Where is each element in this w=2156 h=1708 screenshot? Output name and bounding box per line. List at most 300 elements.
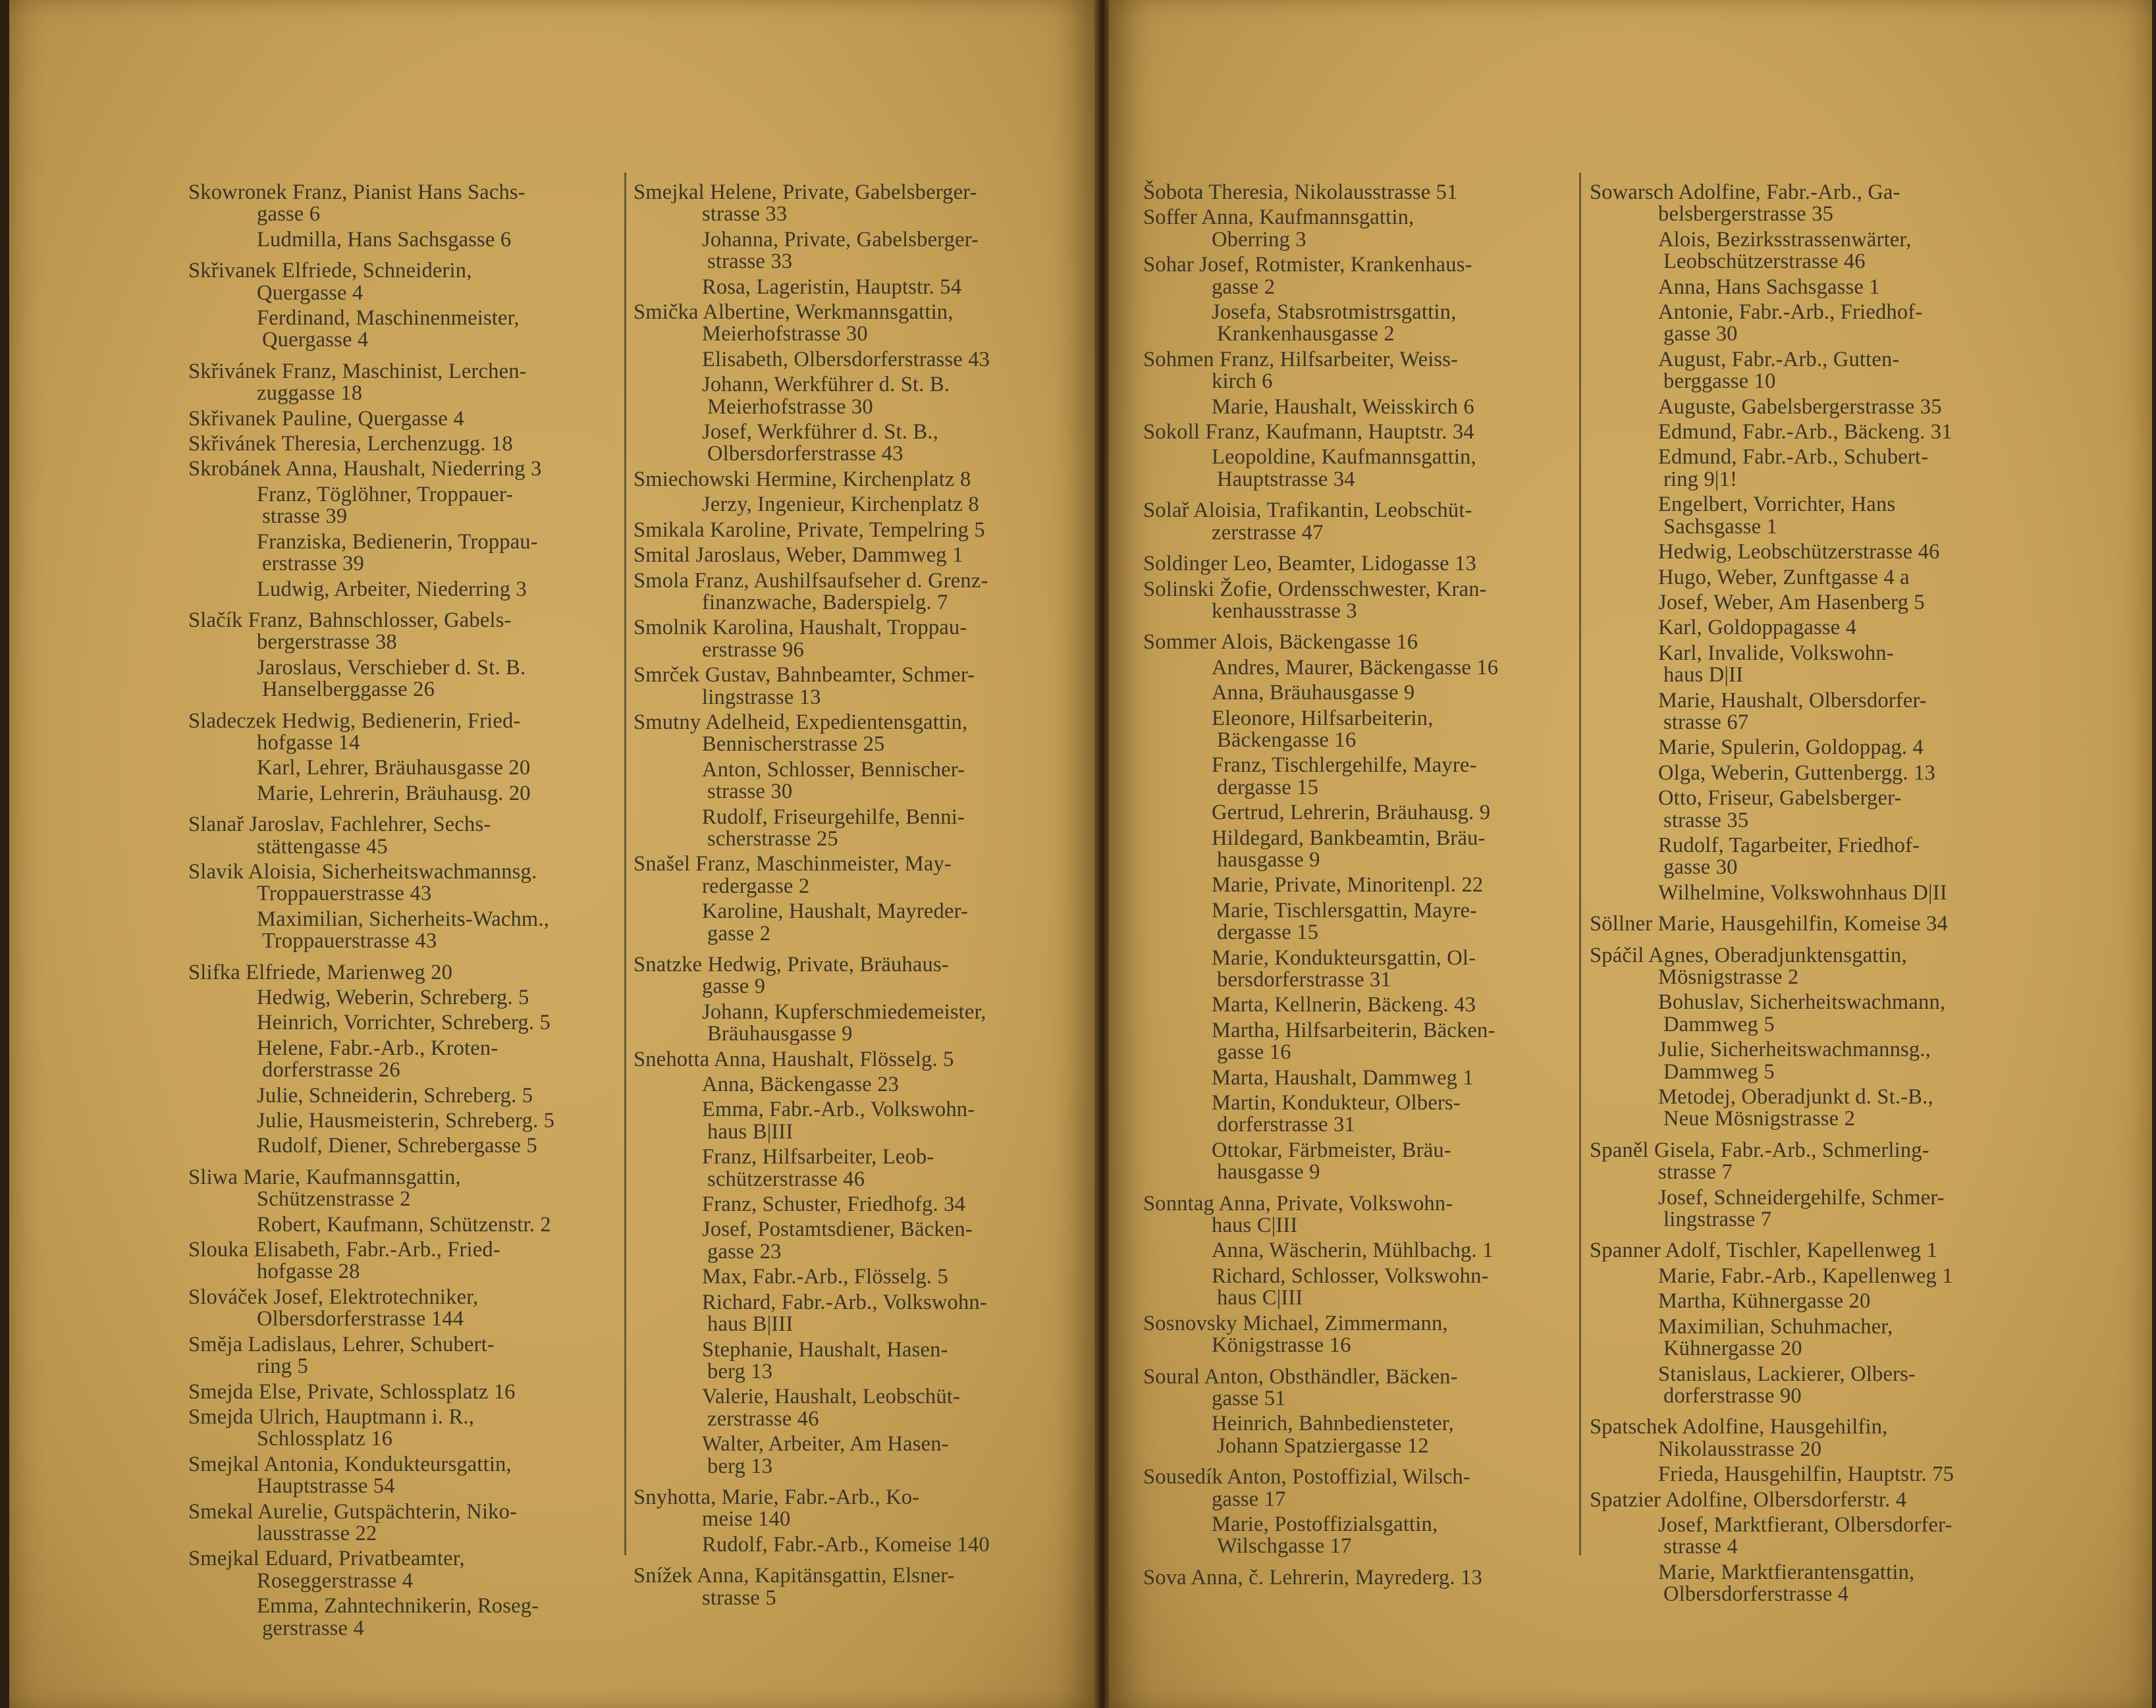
- entry-line: Söllner Marie, Hausgehilfin, Komeise 34: [1590, 912, 1948, 936]
- directory-entry: [633, 421, 1068, 466]
- entry-line: Anna, Bräuhausgasse 9: [1212, 681, 1415, 705]
- directory-entry: [633, 712, 1068, 756]
- entry-continuation-line: berg 13: [707, 1359, 773, 1383]
- entry-continuation-line: gasse 16: [1217, 1040, 1291, 1065]
- entry-line: Karl, Lehrer, Bräuhausgasse 20: [257, 756, 531, 780]
- entry-continuation-line: Dammweg 5: [1663, 1012, 1775, 1036]
- entry-line: Slifka Elfriede, Marienweg 20: [188, 960, 453, 984]
- entry-line: Solař Aloisia, Trafikantin, Leobschüt-: [1143, 498, 1472, 523]
- entry-line: Franz, Hilfsarbeiter, Leob-: [702, 1145, 934, 1169]
- entry-line: Slačík Franz, Bahnschlosser, Gabels-: [188, 608, 512, 632]
- entry-line: Johanna, Private, Gabelsberger-: [702, 227, 979, 252]
- entry-continuation-line: strasse 33: [702, 202, 788, 227]
- directory-entry: [1590, 835, 2024, 879]
- entry-continuation-line: Meierhofstrasse 30: [707, 394, 873, 419]
- entry-continuation-line: Kühnergasse 20: [1663, 1337, 1802, 1361]
- directory-entry: [1590, 1266, 2024, 1287]
- directory-entry: [1590, 690, 2024, 734]
- entry-line: Snížek Anna, Kapitänsgattin, Elsner-: [633, 1564, 955, 1588]
- directory-entry: [1143, 1266, 1578, 1310]
- entry-continuation-line: gasse 2: [707, 921, 771, 946]
- entry-line: Smejda Else, Private, Schlossplatz 16: [188, 1379, 516, 1404]
- entry-continuation-line: haus B|III: [707, 1119, 794, 1144]
- directory-entry: [1590, 992, 2024, 1036]
- entry-continuation-line: Krankenhausgasse 2: [1217, 322, 1395, 346]
- entry-continuation-line: Hauptstrasse 34: [1217, 467, 1355, 491]
- entry-line: Josef, Marktfierant, Olbersdorfer-: [1658, 1512, 1953, 1537]
- directory-entry: [188, 657, 623, 701]
- directory-entry: [188, 1454, 623, 1498]
- entry-continuation-line: bersdorferstrasse 31: [1217, 968, 1391, 992]
- directory-entry: [1590, 396, 2024, 418]
- directory-entry: [633, 1194, 1068, 1215]
- directory-entry: [188, 861, 623, 905]
- entry-line: Josef, Postamtsdiener, Bäcken-: [702, 1217, 973, 1242]
- directory-entry: [1590, 787, 2024, 832]
- entry-line: Olga, Weberin, Guttenbergg. 13: [1658, 761, 1935, 785]
- entry-continuation-line: haus D|II: [1663, 663, 1744, 687]
- directory-entry: [1143, 349, 1578, 393]
- entry-line: Marie, Haushalt, Weisskirch 6: [1212, 394, 1474, 419]
- entry-line: Sova Anna, č. Lehrerin, Mayrederg. 13: [1143, 1565, 1482, 1589]
- entry-line: Smital Jaroslaus, Weber, Dammweg 1: [633, 543, 963, 568]
- entry-continuation-line: Schützenstrasse 2: [257, 1187, 411, 1212]
- directory-entry: [1143, 682, 1578, 704]
- entry-continuation-line: Troppauerstrasse 43: [257, 882, 432, 906]
- entry-line: Sladeczek Hedwig, Bedienerin, Fried-: [188, 708, 521, 733]
- directory-entry: [1590, 762, 2024, 784]
- entry-line: Marta, Kellnerin, Bäckeng. 43: [1212, 993, 1476, 1017]
- directory-entry: [1143, 446, 1578, 491]
- entry-line: Marie, Postoffizialsgattin,: [1212, 1512, 1438, 1536]
- entry-line: Franz, Schuster, Friedhofg. 34: [702, 1192, 966, 1217]
- directory-entry: [1590, 592, 2024, 614]
- directory-entry: [1143, 1240, 1578, 1262]
- directory-entry: [1590, 1562, 2024, 1606]
- entry-line: Skrobánek Anna, Haushalt, Niederring 3: [188, 457, 542, 481]
- directory-entry: [1143, 755, 1578, 799]
- directory-entry: [633, 1049, 1068, 1071]
- directory-entry: [1143, 1020, 1578, 1064]
- entry-continuation-line: strasse 67: [1663, 710, 1749, 734]
- directory-entry: [1590, 945, 2024, 989]
- entry-continuation-line: dergasse 15: [1217, 921, 1319, 945]
- directory-entry: [1143, 1067, 1578, 1089]
- entry-continuation-line: Wilschgasse 17: [1217, 1534, 1352, 1559]
- entry-line: Emma, Fabr.-Arb., Volkswohn-: [702, 1098, 975, 1122]
- directory-entry: [1590, 737, 2024, 759]
- entry-continuation-line: Königstrasse 16: [1212, 1333, 1351, 1358]
- entry-line: Soural Anton, Obsthändler, Bäcken-: [1143, 1364, 1458, 1389]
- entry-continuation-line: erstrasse 39: [262, 552, 364, 576]
- entry-line: Anna, Hans Sachsgasse 1: [1658, 275, 1880, 299]
- directory-entry: [633, 807, 1068, 851]
- entry-continuation-line: gasse 51: [1212, 1386, 1286, 1410]
- entry-continuation-line: lingstrasse 13: [702, 685, 821, 709]
- entry-line: Marie, Spulerin, Goldoppag. 4: [1658, 735, 1924, 760]
- directory-entry: [188, 909, 623, 953]
- directory-entry: [633, 1339, 1068, 1383]
- entry-line: Josef, Schneidergehilfe, Schmer-: [1658, 1185, 1945, 1210]
- directory-entry: [1143, 207, 1578, 251]
- directory-entry: [633, 302, 1068, 346]
- entry-line: August, Fabr.-Arb., Gutten-: [1658, 347, 1900, 371]
- entry-line: Karl, Invalide, Volkswohn-: [1658, 641, 1894, 665]
- directory-entry: [633, 1074, 1068, 1096]
- entry-line: Sohmen Franz, Hilfsarbeiter, Weiss-: [1143, 347, 1459, 371]
- entry-line: Spatschek Adolfine, Hausgehilfin,: [1590, 1415, 1888, 1439]
- entry-line: Hedwig, Weberin, Schreberg. 5: [257, 986, 529, 1009]
- entry-continuation-line: kenhausstrasse 3: [1212, 599, 1357, 623]
- directory-entry: [1143, 302, 1578, 346]
- entry-line: Stephanie, Haushalt, Hasen-: [702, 1337, 948, 1362]
- entry-line: Sommer Alois, Bäckengasse 16: [1143, 630, 1418, 654]
- directory-entry: [188, 579, 623, 600]
- directory-entry: [188, 229, 623, 251]
- entry-line: Anton, Schlosser, Bennischer-: [702, 757, 965, 782]
- directory-entry: [1590, 1514, 2024, 1559]
- entry-line: Slanař Jaroslav, Fachlehrer, Sechs-: [188, 813, 491, 837]
- entry-line: Slováček Josef, Elektrotechniker,: [188, 1285, 479, 1309]
- entry-line: Bohuslav, Sicherheitswachmann,: [1658, 990, 1946, 1015]
- entry-continuation-line: dergasse 15: [1217, 775, 1319, 799]
- entry-line: Ludmilla, Hans Sachsgasse 6: [257, 227, 512, 252]
- entry-continuation-line: erstrasse 96: [702, 637, 804, 662]
- entry-line: Ludwig, Arbeiter, Niederring 3: [257, 577, 527, 601]
- directory-entry: [1590, 1240, 2024, 1262]
- entry-continuation-line: gasse 30: [1663, 855, 1738, 880]
- entry-line: Smrček Gustav, Bahnbeamter, Schmer-: [633, 663, 975, 687]
- entry-line: Julie, Schneiderin, Schreberg. 5: [257, 1083, 533, 1108]
- directory-column-4: [1590, 173, 2024, 1609]
- entry-line: Leopoldine, Kaufmannsgattin,: [1212, 445, 1476, 469]
- entry-line: Engelbert, Vorrichter, Hans: [1658, 493, 1896, 517]
- entry-line: Skřivanek Elfriede, Schneiderin,: [188, 259, 472, 283]
- entry-continuation-line: ring 9|1!: [1663, 467, 1738, 491]
- entry-continuation-line: scherstrasse 25: [707, 826, 838, 851]
- entry-line: Richard, Schlosser, Volkswohn-: [1212, 1264, 1489, 1288]
- directory-entry: [1590, 1086, 2024, 1131]
- entry-line: Jaroslaus, Verschieber d. St. B.: [257, 655, 526, 680]
- entry-continuation-line: gerstrasse 4: [262, 1616, 364, 1640]
- entry-line: Skřivánek Franz, Maschinist, Lerchen-: [188, 359, 527, 383]
- entry-line: Franz, Tischlergehilfe, Mayre-: [1212, 753, 1477, 778]
- directory-entry: [188, 1548, 623, 1592]
- entry-line: Walter, Arbeiter, Am Hasen-: [702, 1432, 949, 1456]
- entry-continuation-line: Nikolausstrasse 20: [1658, 1437, 1822, 1461]
- entry-line: Valerie, Haushalt, Leobschüt-: [702, 1385, 961, 1409]
- entry-continuation-line: Olbersdorferstrasse 43: [707, 442, 903, 466]
- directory-entry: [633, 1386, 1068, 1430]
- entry-continuation-line: Hanselberggasse 26: [262, 678, 435, 702]
- entry-continuation-line: Bräuhausgasse 9: [707, 1022, 853, 1046]
- directory-entry: [633, 1565, 1068, 1609]
- entry-continuation-line: berg 13: [707, 1454, 773, 1478]
- entry-line: Rudolf, Friseurgehilfe, Benni-: [702, 805, 965, 829]
- entry-line: Gertrud, Lehrerin, Bräuhausg. 9: [1212, 801, 1491, 825]
- entry-line: Franziska, Bedienerin, Troppau-: [257, 529, 538, 554]
- column-divider-left: [624, 173, 626, 1555]
- entry-continuation-line: strasse 30: [707, 780, 793, 804]
- directory-entry: [1143, 1092, 1578, 1136]
- directory-entry: [1590, 277, 2024, 298]
- directory-entry: [1143, 1140, 1578, 1184]
- directory-entry: [1143, 1466, 1578, 1510]
- entry-continuation-line: dorferstrasse 26: [262, 1058, 400, 1082]
- directory-entry: [633, 1001, 1068, 1046]
- entry-line: Eleonore, Hilfsarbeiterin,: [1212, 706, 1434, 730]
- entry-continuation-line: redergasse 2: [702, 874, 810, 898]
- entry-continuation-line: Mösnigstrasse 2: [1658, 965, 1799, 989]
- directory-entry: [1590, 1187, 2024, 1231]
- entry-line: Edmund, Fabr.-Arb., Schubert-: [1658, 445, 1929, 469]
- directory-entry: [633, 229, 1068, 273]
- entry-line: Soldinger Leo, Beamter, Lidogasse 13: [1143, 552, 1476, 576]
- directory-entry: [1590, 1489, 2024, 1511]
- directory-entry: [188, 1406, 623, 1451]
- entry-line: Šobota Theresia, Nikolausstrasse 51: [1143, 180, 1458, 204]
- entry-line: Marie, Lehrerin, Bräuhausg. 20: [257, 781, 531, 805]
- directory-entry: [1143, 396, 1578, 418]
- directory-entry: [1590, 349, 2024, 393]
- directory-entry: [188, 1381, 623, 1403]
- entry-continuation-line: gasse 9: [702, 974, 766, 999]
- directory-entry: [188, 814, 623, 858]
- entry-line: Alois, Bezirksstrassenwärter,: [1658, 227, 1912, 252]
- directory-entry: [188, 433, 623, 455]
- entry-continuation-line: Neue Mösnigstrasse 2: [1663, 1107, 1856, 1131]
- entry-continuation-line: haus B|III: [707, 1312, 794, 1337]
- directory-entry: [1143, 1366, 1578, 1410]
- entry-continuation-line: haus C|III: [1212, 1214, 1298, 1238]
- entry-continuation-line: hausgasse 9: [1217, 847, 1320, 872]
- entry-continuation-line: Sachsgasse 1: [1663, 514, 1777, 539]
- directory-entry: [633, 277, 1068, 298]
- entry-continuation-line: Roseggerstrasse 4: [257, 1568, 414, 1593]
- directory-entry: [1590, 1039, 2024, 1083]
- directory-entry: [1143, 1313, 1578, 1357]
- directory-entry: [188, 1012, 623, 1034]
- directory-entry: [633, 349, 1068, 371]
- entry-line: Smejkal Helene, Private, Gabelsberger-: [633, 180, 977, 204]
- directory-entry: [633, 469, 1068, 491]
- directory-entry: [633, 570, 1068, 614]
- directory-entry: [188, 1334, 623, 1378]
- entry-line: Sokoll Franz, Kaufmann, Hauptstr. 34: [1143, 420, 1474, 444]
- entry-continuation-line: zerstrasse 46: [707, 1406, 819, 1431]
- directory-entry: [188, 1501, 623, 1545]
- entry-line: Rosa, Lageristin, Hauptstr. 54: [702, 275, 962, 299]
- entry-line: Martin, Kondukteur, Olbers-: [1212, 1091, 1461, 1115]
- directory-column-2: [633, 173, 1068, 1613]
- entry-line: Slouka Elisabeth, Fabr.-Arb., Fried-: [188, 1238, 500, 1262]
- entry-line: Martha, Hilfsarbeiterin, Bäcken-: [1212, 1018, 1496, 1042]
- directory-entry: [1590, 541, 2024, 563]
- directory-entry: [633, 759, 1068, 803]
- entry-line: Julie, Sicherheitswachmannsg.,: [1658, 1038, 1931, 1062]
- entry-continuation-line: zerstrasse 47: [1212, 520, 1324, 545]
- directory-entry: [633, 545, 1068, 566]
- directory-entry: [633, 494, 1068, 516]
- entry-continuation-line: Bennischerstrasse 25: [702, 732, 885, 757]
- entry-continuation-line: Quergasse 4: [262, 328, 369, 352]
- directory-entry: [188, 1214, 623, 1236]
- entry-line: Julie, Hausmeisterin, Schreberg. 5: [257, 1109, 555, 1133]
- directory-entry: [1590, 567, 2024, 589]
- entry-continuation-line: meise 140: [702, 1507, 791, 1532]
- directory-entry: [1143, 631, 1578, 653]
- entry-continuation-line: Schlossplatz 16: [257, 1427, 393, 1451]
- entry-continuation-line: lausstrasse 22: [257, 1521, 377, 1545]
- entry-continuation-line: gasse 2: [1212, 275, 1276, 299]
- entry-line: Johann, Kupferschmiedemeister,: [702, 1000, 986, 1024]
- entry-line: Soffer Anna, Kaufmannsgattin,: [1143, 205, 1415, 230]
- entry-continuation-line: strasse 5: [702, 1586, 776, 1610]
- entry-continuation-line: strasse 39: [262, 504, 348, 529]
- entry-line: Karl, Goldoppagasse 4: [1658, 616, 1857, 640]
- entry-continuation-line: strasse 35: [1663, 808, 1749, 832]
- entry-continuation-line: bergerstrasse 38: [257, 630, 397, 654]
- directory-entry: [1143, 802, 1578, 824]
- entry-line: Smejkal Eduard, Privatbeamter,: [188, 1547, 465, 1571]
- entry-continuation-line: finanzwache, Baderspielg. 7: [702, 590, 948, 614]
- entry-line: Anna, Wäscherin, Mühlbachg. 1: [1212, 1239, 1494, 1263]
- entry-line: Spatzier Adolfine, Olbersdorferstr. 4: [1590, 1487, 1907, 1512]
- entry-line: Josefa, Stabsrotmistrsgattin,: [1212, 300, 1457, 325]
- entry-line: Wilhelmine, Volkswohnhaus D|II: [1658, 880, 1947, 905]
- entry-line: Smejkal Antonia, Kondukteursgattin,: [188, 1452, 512, 1476]
- directory-entry: [188, 458, 623, 480]
- directory-entry: [1143, 947, 1578, 992]
- directory-entry: [1590, 446, 2024, 491]
- directory-entry: [633, 1219, 1068, 1263]
- entry-continuation-line: strasse 33: [707, 250, 793, 274]
- entry-line: Ottokar, Färbmeister, Bräu-: [1212, 1138, 1451, 1162]
- directory-entry: [1143, 421, 1578, 443]
- directory-entry: [1590, 182, 2024, 226]
- entry-line: Marie, Fabr.-Arb., Kapellenweg 1: [1658, 1264, 1953, 1288]
- directory-entry: [1143, 900, 1578, 944]
- entry-line: Hildegard, Bankbeamtin, Bräu-: [1212, 826, 1486, 850]
- entry-line: Smola Franz, Aushilfsaufseher d. Grenz-: [633, 568, 988, 593]
- entry-line: Smolnik Karolina, Haushalt, Troppau-: [633, 616, 967, 640]
- directory-entry: [188, 1287, 623, 1331]
- directory-entry: [1143, 500, 1578, 544]
- directory-entry: [188, 1110, 623, 1132]
- directory-entry: [188, 484, 623, 528]
- entry-line: Josef, Weber, Am Hasenberg 5: [1658, 590, 1925, 614]
- directory-entry: [1590, 617, 2024, 639]
- entry-line: Skřivanek Pauline, Quergasse 4: [188, 406, 464, 431]
- entry-line: Hugo, Weber, Zunftgasse 4 a: [1658, 565, 1910, 589]
- entry-line: Marie, Tischlersgattin, Mayre-: [1212, 898, 1478, 922]
- directory-entry: [1590, 913, 2024, 935]
- entry-continuation-line: gasse 6: [257, 202, 321, 227]
- entry-line: Metodej, Oberadjunkt d. St.-B.,: [1658, 1085, 1933, 1109]
- directory-entry: [1590, 1416, 2024, 1460]
- entry-line: Slavik Aloisia, Sicherheitswachmannsg.: [188, 859, 537, 884]
- entry-continuation-line: strasse 7: [1658, 1160, 1733, 1185]
- entry-continuation-line: Oberring 3: [1212, 227, 1307, 252]
- directory-entry: [1143, 182, 1578, 203]
- entry-line: Stanislaus, Lackierer, Olbers-: [1658, 1362, 1916, 1386]
- entry-continuation-line: Dammweg 5: [1663, 1059, 1775, 1084]
- directory-entry: [1590, 1364, 2024, 1408]
- entry-line: Karoline, Haushalt, Mayreder-: [702, 899, 969, 924]
- directory-entry: [188, 1038, 623, 1082]
- directory-entry: [633, 1266, 1068, 1288]
- entry-line: Ferdinand, Maschinenmeister,: [257, 306, 520, 331]
- directory-entry: [1143, 657, 1578, 679]
- entry-continuation-line: schützerstrasse 46: [707, 1167, 865, 1191]
- directory-entry: [633, 853, 1068, 897]
- directory-entry: [633, 374, 1068, 418]
- entry-continuation-line: Leobschützerstrasse 46: [1663, 250, 1866, 274]
- entry-line: Andres, Maurer, Bäckengasse 16: [1212, 655, 1499, 680]
- directory-entry: [1590, 302, 2024, 346]
- directory-entry: [633, 1534, 1068, 1556]
- entry-line: Smejda Ulrich, Hauptmann i. R.,: [188, 1404, 475, 1429]
- entry-line: Otto, Friseur, Gabelsberger-: [1658, 786, 1902, 811]
- directory-entry: [633, 954, 1068, 998]
- entry-continuation-line: Olbersdorferstrasse 144: [257, 1307, 464, 1331]
- entry-continuation-line: berggasse 10: [1663, 369, 1776, 394]
- entry-continuation-line: ring 5: [257, 1354, 308, 1379]
- entry-line: Smiechowski Hermine, Kirchenplatz 8: [633, 467, 971, 491]
- entry-line: Richard, Fabr.-Arb., Volkswohn-: [702, 1290, 987, 1314]
- directory-entry: [188, 1595, 623, 1640]
- directory-entry: [1143, 579, 1578, 623]
- entry-line: Spáčil Agnes, Oberadjunktensgattin,: [1590, 943, 1907, 967]
- book-gutter: [1094, 0, 1110, 1708]
- entry-line: Elisabeth, Olbersdorferstrasse 43: [702, 347, 990, 371]
- directory-entry: [188, 783, 623, 805]
- entry-line: Snašel Franz, Maschinmeister, May-: [633, 852, 952, 876]
- entry-continuation-line: hofgasse 28: [257, 1260, 360, 1284]
- entry-line: Skřivánek Theresia, Lerchenzugg. 18: [188, 432, 513, 456]
- entry-line: Sohar Josef, Rotmister, Krankenhaus-: [1143, 253, 1472, 277]
- directory-entry: [633, 901, 1068, 945]
- directory-entry: [188, 757, 623, 779]
- entry-line: Skowronek Franz, Pianist Hans Sachs-: [188, 180, 526, 204]
- entry-line: Sousedík Anton, Postoffizial, Wilsch-: [1143, 1465, 1470, 1489]
- entry-line: Robert, Kaufmann, Schützenstr. 2: [257, 1212, 551, 1237]
- directory-entry: [188, 307, 623, 352]
- entry-line: Hedwig, Leobschützerstrasse 46: [1658, 540, 1940, 564]
- directory-entry: [188, 1167, 623, 1211]
- directory-entry: [1590, 1464, 2024, 1485]
- directory-entry: [633, 617, 1068, 661]
- directory-entry: [188, 182, 623, 226]
- entry-continuation-line: kirch 6: [1212, 369, 1273, 394]
- entry-line: Spanner Adolf, Tischler, Kapellenweg 1: [1590, 1239, 1938, 1263]
- entry-line: Frieda, Hausgehilfin, Hauptstr. 75: [1658, 1462, 1954, 1487]
- entry-line: Směja Ladislaus, Lehrer, Schubert-: [188, 1332, 495, 1356]
- entry-continuation-line: gasse 23: [707, 1239, 782, 1264]
- directory-column-1: [188, 173, 623, 1643]
- directory-entry: [1143, 708, 1578, 752]
- entry-line: Rudolf, Diener, Schrebergasse 5: [257, 1134, 537, 1158]
- entry-continuation-line: belsbergerstrasse 35: [1658, 202, 1834, 227]
- directory-entry: [633, 664, 1068, 708]
- entry-continuation-line: hofgasse 14: [257, 730, 360, 755]
- entry-line: Josef, Werkführer d. St. B.,: [702, 420, 938, 444]
- entry-continuation-line: Troppauerstrasse 43: [262, 929, 437, 953]
- directory-entry: [1143, 1413, 1578, 1457]
- directory-entry: [188, 1085, 623, 1107]
- entry-line: Snehotta Anna, Haushalt, Flösselg. 5: [633, 1047, 954, 1071]
- entry-line: Johann, Werkführer d. St. B.: [702, 373, 950, 397]
